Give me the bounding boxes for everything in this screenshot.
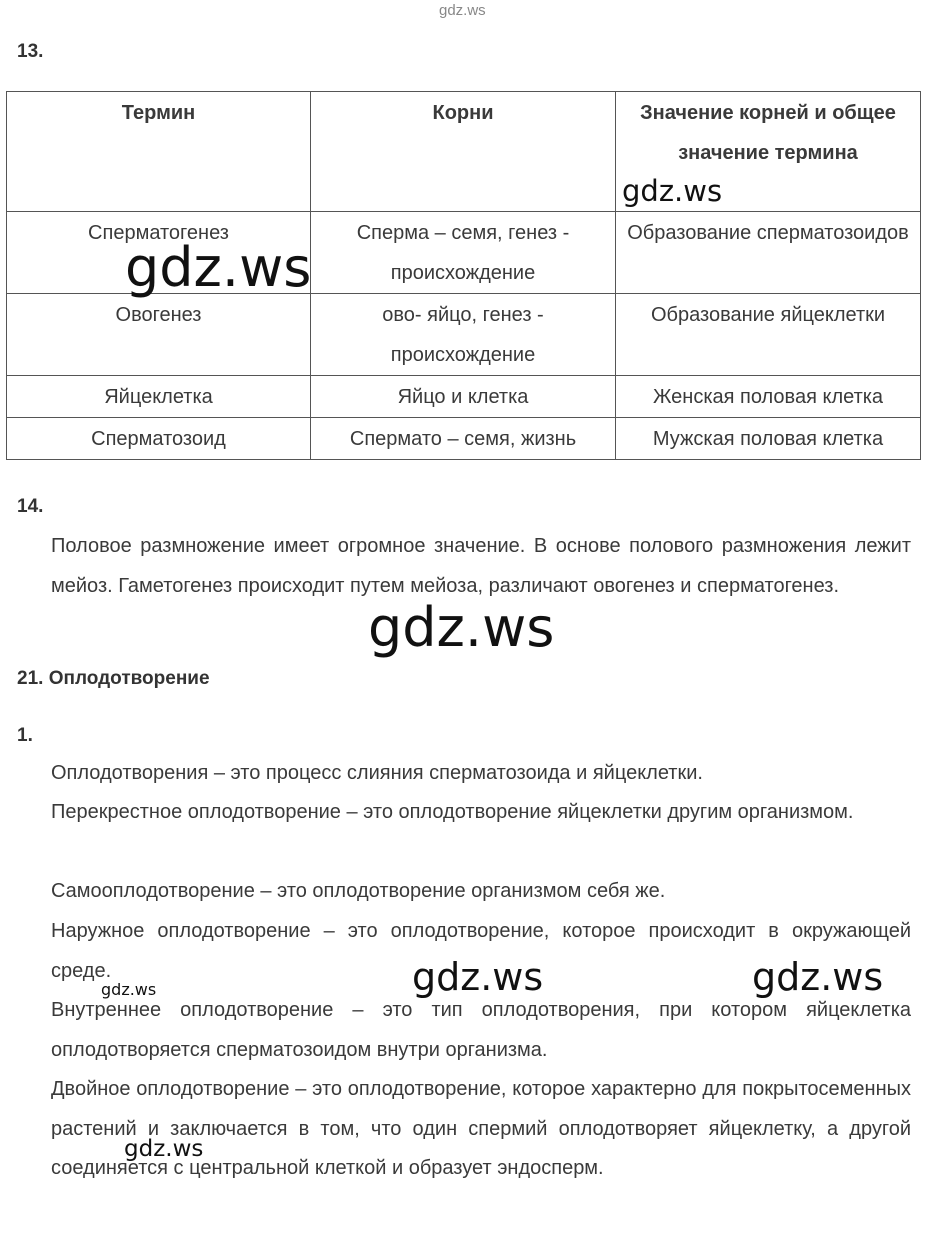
table-cell: Сперма – семя, генез - происхождение [311, 212, 616, 294]
watermark: gdz.ws [124, 1136, 204, 1162]
table-header-row [7, 92, 921, 212]
table-row [7, 376, 921, 418]
watermark: gdz.ws [125, 236, 312, 299]
watermark: gdz.ws [412, 955, 544, 999]
table-cell: Образование сперматозоидов [616, 212, 921, 294]
table-cell: Мужская половая клетка [616, 418, 921, 460]
watermark: gdz.ws [101, 980, 157, 999]
table-header-roots: Корни [311, 92, 616, 212]
table-cell: Сперматогенез [7, 212, 311, 294]
definition-paragraph: Оплодотворения – это процесс слияния сперматозоида и яйцеклетки. [51, 762, 703, 784]
watermark: gdz.ws [622, 174, 723, 208]
table-cell: ово- яйцо, генез - происхождение [311, 294, 616, 376]
question-number-1: 1. [17, 725, 33, 746]
table-header-term: Термин [7, 92, 311, 212]
watermark-top: gdz.ws [439, 2, 486, 19]
table-cell: Спермато – семя, жизнь [311, 418, 616, 460]
table-row [7, 294, 921, 376]
table-header-meaning: Значение корней и общее значение термина [616, 92, 921, 212]
definition-paragraph: Двойное оплодотворение – это оплодотворение, которое характерно для покрытосеменных растений и заключается в том, что один спермий оплодотворяет яйцеклетку, а другой соединяется с центральной клеткой и образует эндосперм. [51, 1078, 911, 1179]
table-cell: Яйцеклетка [7, 376, 311, 418]
definition-paragraph: Самооплодотворение – это оплодотворение организмом себя же. [51, 880, 666, 902]
definition-paragraph: Внутреннее оплодотворение – это тип оплодотворения, при котором яйцеклетка оплодотворяется сперматозоидом внутри организма. [51, 999, 911, 1061]
question-number-14: 14. [17, 496, 44, 517]
table-cell: Женская половая клетка [616, 376, 921, 418]
definition-paragraph: Перекрестное оплодотворение – это оплодотворение яйцеклетки другим организмом. [51, 801, 854, 823]
table-cell: Овогенез [7, 294, 311, 376]
watermark: gdz.ws [752, 955, 884, 999]
section-title: 21. Оплодотворение [17, 668, 210, 689]
watermark: gdz.ws [368, 596, 555, 659]
table-cell: Яйцо и клетка [311, 376, 616, 418]
table-cell: Образование яйцеклетки [616, 294, 921, 376]
table-cell: Сперматозоид [7, 418, 311, 460]
table-row [7, 418, 921, 460]
q14-paragraph: Половое размножение имеет огромное значение. В основе полового размножения лежит мейоз. Гаметогенез происходит путем мейоза, различают овогенез и сперматогенез. [51, 535, 911, 597]
question-number-13: 13. [17, 41, 44, 62]
definition-paragraph: Наружное оплодотворение – это оплодотворение, которое происходит в окружающей среде. [51, 920, 911, 982]
